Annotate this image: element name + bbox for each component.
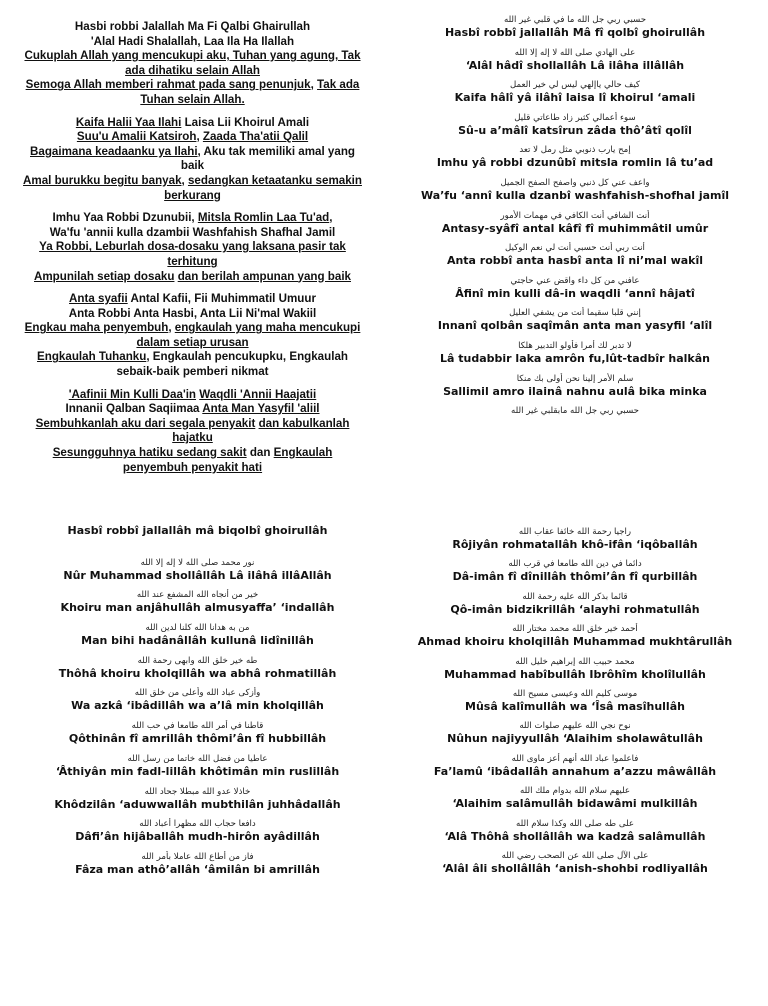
arabic-verse: كيف حالي ياإلهي ليس لي خير العمل	[509, 80, 641, 91]
text-run: ,	[181, 173, 188, 187]
stanza	[20, 116, 365, 204]
arabic-transliteration-column-bottom-left	[25, 524, 370, 884]
transliteration-verse: Imhu yâ robbi dzunûbî mitsla romlin lâ tu’ad	[436, 156, 714, 170]
stanza-line	[20, 20, 365, 35]
text-run: Antal Kafii, Fii Muhimmatil Umuur	[127, 292, 316, 306]
verse-pair	[395, 242, 755, 275]
arabic-verse: فاز من أطاع الله عاملا بأمر الله	[141, 851, 254, 862]
stanza-line	[20, 64, 365, 79]
underlined-text: dan kabulkanlah	[258, 416, 350, 430]
transliteration-verse: ‘Alâ Thôhâ shollâllâh wa kadzâ salâmullâh	[444, 829, 706, 843]
arabic-verse: إمح يارب ذنوبي مثل رمل لا تعد	[519, 145, 631, 156]
verse-pair	[25, 589, 370, 622]
underlined-text: terhitung	[167, 254, 218, 268]
transliteration-verse: Qô-imân bidzikrillâh ‘alayhi rohmatullâh	[450, 602, 700, 616]
transliteration-verse: Wa’fu ‘annî kulla dzanbî washfahish-shofhal jamîl	[420, 188, 730, 202]
underlined-text: hajatku	[172, 431, 213, 445]
verse-pair	[395, 307, 755, 340]
text-run: Hasbi robbi Jalallah Ma Fi Qalbi Ghairullah	[74, 20, 311, 33]
underlined-text: berkurang	[164, 188, 221, 202]
stanza-line	[20, 402, 365, 417]
indonesian-translation-column	[20, 20, 365, 483]
stanza-line	[20, 226, 365, 241]
underlined-text: Zaada Tha'atii Qalil	[202, 130, 309, 144]
arabic-verse: من به هدانا الله كلنا لدين الله	[145, 623, 250, 634]
verse-pair	[395, 210, 755, 243]
arabic-verse: أحمد خير خلق الله محمد مختار الله	[512, 624, 638, 635]
verse-pair	[25, 851, 370, 884]
transliteration-verse: ‘Alâl âli shollâllâh ‘anish-shohbi rodliyallâh	[442, 861, 708, 875]
verse-pair	[395, 14, 755, 47]
transliteration-verse: Hasbî robbî jallallâh Mâ fî qolbî ghoirullâh	[444, 26, 706, 39]
verse-pair	[395, 591, 755, 623]
underlined-text: sedangkan ketaatanku semakin	[187, 173, 362, 187]
stanza-line	[20, 292, 365, 307]
underlined-text: dan berilah ampunan yang baik	[177, 269, 351, 283]
text-run: dan	[246, 446, 274, 460]
transliteration-verse: Fa’lamû ‘ibâdallâh annahum a’azzu mâwâllâh	[433, 764, 717, 778]
underlined-text: Amal burukku begitu banyak	[23, 173, 182, 187]
transliteration-verse: Kaifa hâlî yâ ilâhî laisa lî khoirul ‘amali	[454, 91, 696, 105]
text-run: Imhu Yaa Robbi Dzunubii,	[52, 211, 198, 225]
verse-pair	[395, 526, 755, 558]
transliteration-verse: Sallimil amro ilainâ nahnu aulâ bika minka	[443, 384, 707, 398]
transliteration-verse: ‘Âthiyân min fadl-lillâh khôtimân min ruslillâh	[55, 764, 340, 778]
stanza-line	[20, 255, 365, 270]
underlined-text: Waqdli 'Annii Haajatii	[199, 387, 317, 401]
verse-pair	[395, 688, 755, 720]
verse-pair	[395, 177, 755, 210]
stanza-line	[20, 431, 365, 446]
stanza	[20, 388, 365, 476]
underlined-text: Engkaulah	[273, 446, 333, 460]
arabic-verse: عاطيا من فضل الله خاتما من رسل الله	[127, 753, 268, 764]
underlined-text: Bagaimana keadaanku ya Ilahi	[30, 144, 198, 158]
transliteration-verse: Sû-u a’mâlî katsîrun zâda thô’âtî qolîl	[458, 123, 692, 137]
verse-pair	[25, 622, 370, 655]
text-run: ,	[329, 211, 333, 225]
underlined-text: Mitsla Romlin Laa Tu'ad	[197, 211, 330, 225]
stanza-line	[20, 35, 365, 50]
stanza-line	[20, 321, 365, 336]
stanza-line	[20, 307, 365, 322]
text-run: Innanii Qalban Saqiimaa	[65, 402, 203, 416]
transliteration-verse: ‘Alâl hâdî shollallâh Lâ ilâha illâllâh	[465, 58, 685, 72]
stanza-line	[20, 159, 365, 174]
transliteration-verse: ‘Alaihim salâmullâh bidawâmi mulkillâh	[452, 797, 698, 811]
arabic-verse: واعف عني كل ذنبي واصفح الصفح الجميل	[500, 177, 650, 188]
stanza-line	[20, 211, 365, 226]
transliteration-verse: Dâ-imân fî dînillâh thômi’ân fî qurbillâh	[452, 570, 698, 584]
stanza	[20, 20, 365, 108]
verse-pair	[395, 818, 755, 850]
underlined-text: dalam setiap urusan	[136, 335, 249, 349]
underlined-text: Cukuplah Allah yang mencukupi aku, Tuhan yang agung, Tak	[24, 49, 361, 63]
arabic-verse: موسى كليم الله وعيسى مسيح الله	[512, 688, 638, 699]
transliteration-verse: Ahmad khoiru kholqillâh Muhammad mukhtârullâh	[417, 635, 733, 649]
stanza-line	[20, 189, 365, 204]
underlined-text: Anta syafii	[69, 292, 128, 306]
arabic-verse: محمد حبيب الله إبراهيم خليل الله	[515, 656, 635, 667]
underlined-text: Ampunilah setiap dosaku	[34, 269, 175, 283]
arabic-verse: على طه صلى الله وكذا سلام الله	[516, 818, 634, 829]
arabic-verse: أنت ربي أنت حسبي أنت لي نعم الوكيل	[505, 243, 645, 254]
arabic-verse: نور محمد صلى الله لا إله إلا الله	[140, 557, 255, 568]
underlined-text: Engkau maha penyembuh	[24, 321, 169, 335]
transliteration-verse: Qôthinân fî amrillâh thômi’ân fî hubbillâh	[68, 732, 327, 746]
transliteration-verse: Hasbî robbî jallallâh mâ biqolbî ghoirullâh	[67, 524, 328, 537]
stanza-line	[20, 130, 365, 145]
transliteration-verse: Nûr Muhammad shollâllâh Lâ ilâhâ illâAllâh	[63, 568, 332, 582]
arabic-verse: خير من أنجاه الله المشفع عند الله	[136, 590, 259, 601]
arabic-verse: قاطنا في أمر الله طامعا في حب الله	[131, 721, 264, 732]
text-run: , Engkaulah pencukupku, Engkaulah	[146, 350, 348, 364]
verse-pair	[25, 524, 370, 557]
stanza-line	[20, 116, 365, 131]
verse-pair	[395, 558, 755, 590]
stanza-line	[20, 417, 365, 432]
transliteration-verse: Khoiru man anjâhullâh almusyaffa’ ‘indallâh	[60, 601, 335, 615]
arabic-verse: دائما في دين الله طامعا في قرب الله	[508, 559, 642, 570]
verse-pair	[395, 623, 755, 655]
stanza-line	[20, 336, 365, 351]
stanza	[20, 292, 365, 380]
stanza-line	[20, 365, 365, 380]
transliteration-verse: Wa azkâ ‘ibâdillâh wa a’lâ min kholqillâh	[71, 699, 324, 713]
text-run: , Aku tak memiliki amal yang	[197, 144, 355, 158]
underlined-text: penyembuh penyakit hati	[122, 460, 263, 474]
arabic-verse: نوح نجي الله عليهم صلوات الله	[519, 721, 631, 732]
verse-pair	[395, 144, 755, 177]
arabic-transliteration-column-top	[395, 14, 755, 438]
arabic-verse: عليهم سلام الله بدوام ملك الله	[520, 786, 630, 797]
text-run: Wa'fu 'annii kulla dzambii Washfahish Shafhal Jamil	[49, 225, 336, 239]
arabic-verse: عافني من كل داء واقض عني حاجتي	[510, 275, 640, 286]
arabic-verse: سلم الأمر إلينا نحن أولى بك منكا	[516, 373, 634, 384]
arabic-verse: لا تدبر لك أمرا فأولو التدبير هلكا	[518, 340, 632, 351]
transliteration-verse: Antasy-syâfî antal kâfî fî muhimmâtil umûr	[441, 221, 709, 235]
transliteration-verse: Rôjiyân rohmatallâh khô-ifân ‘iqôballâh	[452, 538, 698, 551]
text-run: ,	[310, 78, 318, 92]
arabic-verse: راجيا رحمة الله خائفا عقاب الله	[518, 527, 632, 537]
text-run: 'Alal Hadi Shalallah, Laa Ila Ha Ilallah	[90, 34, 295, 48]
transliteration-verse: Mûsâ kalîmullâh wa ‘Îsâ masîhullâh	[465, 699, 685, 713]
verse-pair	[395, 850, 755, 882]
transliteration-verse: Âfinî min kulli dâ-in waqdli ‘annî hâjatî	[455, 286, 695, 300]
verse-pair	[395, 405, 755, 438]
underlined-text: Semoga Allah memberi rahmat pada sang penunjuk	[25, 78, 311, 92]
transliteration-verse: Man bihi hadânâllâh kullunâ lidînillâh	[81, 634, 314, 648]
arabic-verse: حسبي ربي جل الله مابقلبي غير الله	[511, 406, 639, 417]
stanza-line	[20, 174, 365, 189]
stanza-line	[20, 145, 365, 160]
verse-pair	[395, 79, 755, 112]
stanza-line	[20, 388, 365, 403]
transliteration-verse: Nûhun najiyyullâh ‘Alaihim sholawâtullâh	[447, 732, 703, 746]
underlined-text: ada dihatiku selain Allah	[125, 63, 260, 77]
transliteration-verse: Thôhâ khoiru kholqillâh wa abhâ rohmatillâh	[58, 666, 337, 680]
stanza-line	[20, 78, 365, 93]
arabic-verse: على الهادي صلى الله لا إله إلا الله	[514, 47, 636, 58]
stanza-line	[20, 240, 365, 255]
transliteration-verse: Lâ tudabbir laka amrôn fu,lût-tadbîr halkân	[440, 351, 710, 365]
text-run: Anta Robbi Anta Hasbi, Anta Lii Ni'mal Wakiil	[68, 306, 317, 320]
underlined-text: Sesungguhnya hatiku sedang sakit	[52, 446, 247, 460]
text-run: sebaik-baik pemberi nikmat	[116, 365, 269, 379]
underlined-text: Engkaulah Tuhanku	[37, 350, 147, 364]
verse-pair	[25, 753, 370, 786]
verse-pair	[25, 557, 370, 590]
stanza-line	[20, 93, 365, 108]
arabic-verse: أنت الشافي أنت الكافي في مهمات الأمور	[500, 210, 650, 221]
underlined-text: 'Aafinii Min Kulli Daa'in	[68, 387, 197, 401]
arabic-verse: دافعا حجاب الله مظهرا أعباد الله	[139, 819, 256, 830]
arabic-verse: وأزكى عباد الله وأعلى من خلق الله	[134, 688, 261, 699]
arabic-verse: فاعلموا عباد الله أنهم أعز ماوى الله	[511, 753, 639, 764]
verse-pair	[395, 785, 755, 817]
transliteration-verse: Anta robbî anta hasbî anta lî ni’mal wakîl	[446, 254, 704, 268]
underlined-text: Kaifa Halii Yaa Ilahi	[75, 115, 182, 129]
arabic-verse: حسبي ربي جل الله ما في قلبي غير الله	[503, 15, 647, 25]
stanza-line	[20, 461, 365, 476]
verse-pair	[395, 753, 755, 785]
underlined-text: Tak ada	[317, 78, 360, 92]
verse-pair	[395, 47, 755, 80]
transliteration-verse: Muhammad habîbullâh Ibrôhîm kholîlullâh	[444, 667, 706, 681]
verse-pair	[25, 786, 370, 819]
verse-pair	[395, 340, 755, 373]
verse-pair	[395, 112, 755, 145]
transliteration-verse: Dâfi’ân hijâballâh mudh-hirôn ayâdillâh	[75, 830, 320, 844]
stanza	[20, 211, 365, 284]
verse-pair	[25, 655, 370, 688]
arabic-verse: قائما بذكر الله عليه رحمة الله	[522, 591, 628, 602]
arabic-verse: سوء أعمالي كثير زاد طاعاتي قليل	[514, 112, 636, 123]
text-run: baik	[180, 159, 205, 173]
stanza-line	[20, 350, 365, 365]
underlined-text: Ya Robbi, Leburlah dosa-dosaku yang laksana pasir tak	[39, 240, 346, 254]
transliteration-verse: Fâza man athô’allâh ‘âmilân bi amrillâh	[75, 862, 320, 876]
underlined-text: Anta Man Yasyfil 'aliil	[202, 402, 320, 416]
verse-pair	[395, 720, 755, 752]
underlined-text: engkaulah yang maha mencukupi	[174, 321, 361, 335]
verse-pair	[25, 720, 370, 753]
text-run: Laisa Lii Khoirul Amali	[181, 115, 310, 129]
transliteration-verse: Innanî qolbân saqîmân anta man yasyfil ‘alîl	[437, 319, 713, 333]
arabic-verse: خاذلا عدو الله مبطلا جحاد الله	[144, 786, 251, 797]
verse-pair	[395, 275, 755, 308]
text-run: ,	[168, 321, 175, 335]
stanza-line	[20, 49, 365, 64]
arabic-verse: إنني قلبا سقيما أنت من يشفي العليل	[509, 308, 641, 319]
underlined-text: Sembuhkanlah aku dari segala penyakit	[35, 416, 256, 430]
text-run: ,	[196, 130, 203, 144]
verse-pair	[25, 818, 370, 851]
verse-pair	[25, 687, 370, 720]
arabic-verse: على الآل صلى الله عن الصحب رضي الله	[501, 850, 649, 861]
stanza-line	[20, 446, 365, 461]
underlined-text: Suu'u Amalii Katsiroh	[76, 130, 197, 144]
arabic-verse: طه خير خلق الله وابهى رحمة الله	[137, 655, 258, 666]
arabic-transliteration-column-bottom-right	[395, 526, 755, 882]
stanza-line	[20, 270, 365, 285]
verse-pair	[395, 656, 755, 688]
underlined-text: Tuhan selain Allah.	[140, 92, 245, 106]
transliteration-verse: Khôdzilân ‘aduwwallâh mubthilân juhhâdallâh	[54, 797, 341, 811]
verse-pair	[395, 373, 755, 406]
